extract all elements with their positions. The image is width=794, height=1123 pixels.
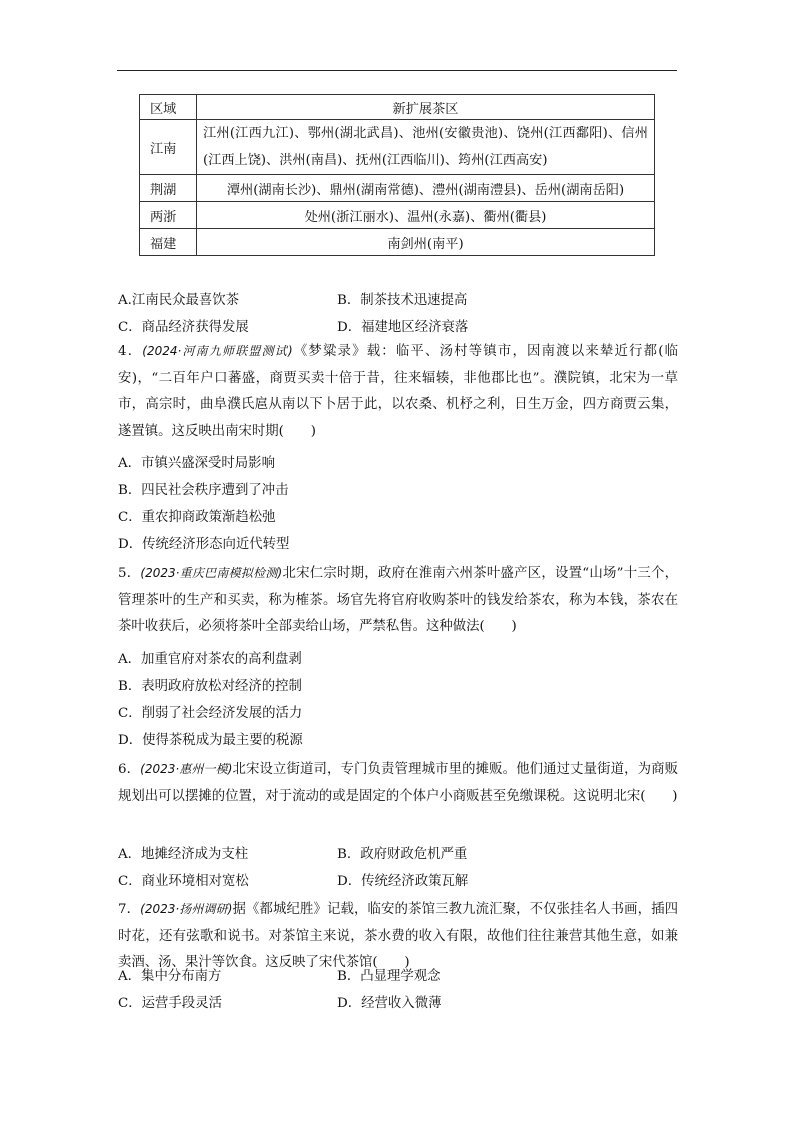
q6-number: 6． (118, 762, 141, 777)
q4-option-d: D．传统经济形态向近代转型 (118, 537, 290, 552)
table-row (140, 120, 655, 175)
q5-option-c: C．削弱了社会经济发展的活力 (118, 706, 303, 721)
tea-region-table (139, 94, 655, 256)
q5-number: 5． (118, 566, 141, 581)
table-cell-region: 福建 (140, 229, 197, 256)
table-cell-region: 江南 (140, 120, 197, 175)
table-cell-region: 两浙 (140, 202, 197, 229)
q5-option-b: B．表明政府放松对经济的控制 (118, 679, 302, 694)
q4-stem (118, 338, 678, 445)
table-cell-content: 南剑州(南平) (197, 229, 655, 256)
q4-source: (2024·河南九师联盟测试) (142, 344, 293, 358)
q6-option-a: A．地摊经济成为支柱 (118, 847, 249, 862)
table-cell-region: 荆湖 (140, 175, 197, 202)
q7-option-a: A．集中分布南方 (118, 969, 222, 984)
q7-option-d: D．经营收入微薄 (337, 996, 442, 1011)
q7-option-c: C．运营手段灵活 (118, 996, 222, 1011)
q4-option-c: C．重农抑商政策渐趋松弛 (118, 510, 276, 525)
q3-option-b: B．制茶技术迅速提高 (337, 293, 468, 308)
q7-source: (2023·扬州调研) (140, 902, 233, 916)
q5-text: 北宋仁宗时期，政府在淮南六州茶叶盛产区，设置“山场”十三个，管理茶叶的生产和买卖，称为榷茶。场官先将官府收购茶叶的钱发给茶农，称为本钱，茶农在茶叶收获后，必须将茶叶全部卖给山场，严禁私售。这种做法( ) (118, 566, 678, 634)
table-header-content: 新扩展茶区 (197, 95, 655, 120)
q4-text: 《梦粱录》载：临平、汤村等镇市，因南渡以来辇近行都(临安)，“二百年户口蕃盛，商贾买卖十倍于昔，往来辐辏，非他郡比也”。濮院镇，北宋为一草市，高宗时，曲阜濮氏扈从南以下卜居于此，以农桑、机杼之利，日生万金，四方商贾云集，遂置镇。这反映出南宋时期( ) (118, 344, 678, 439)
q3-option-a: A.江南民众最喜饮茶 (118, 293, 240, 308)
q4-option-b: B．四民社会秩序遭到了冲击 (118, 483, 289, 498)
table-row (140, 175, 655, 202)
table-header-region: 区域 (140, 95, 197, 120)
q3-option-d: D．福建地区经济衰落 (337, 320, 469, 335)
table-cell-content: 潭州(湖南长沙)、鼎州(湖南常德)、澧州(湖南澧县)、岳州(湖南岳阳) (197, 175, 655, 202)
q6-option-b: B．政府财政危机严重 (337, 847, 468, 862)
q7-option-b: B．凸显理学观念 (337, 969, 441, 984)
q7-text: 据《都城纪胜》记载，临安的茶馆三教九流汇聚，不仅张挂名人书画，插四时花，还有弦歌和说书。对茶馆主来说，茶水费的收入有限，故他们往往兼营其他生意，如兼卖酒、汤、果汁等饮食。这反映了宋代茶馆( ) (118, 902, 678, 970)
table-cell-content: 江州(江西九江)、鄂州(湖北武昌)、池州(安徽贵池)、饶州(江西鄱阳)、信州(江西上饶)、洪州(南昌)、抚州(江西临川)、筠州(江西高安) (197, 120, 655, 175)
q4-number: 4． (118, 344, 143, 359)
table-row (140, 202, 655, 229)
q6-option-c: C．商业环境相对宽松 (118, 874, 249, 889)
q7-number: 7． (118, 902, 141, 917)
header-rule (117, 70, 677, 71)
q4-option-a: A．市镇兴盛深受时局影响 (118, 456, 275, 471)
q3-option-c: C．商品经济获得发展 (118, 320, 249, 335)
q6-source: (2023·惠州一模) (140, 762, 233, 776)
q5-stem (118, 560, 678, 641)
table-header-row (140, 95, 655, 120)
q6-stem (118, 756, 678, 810)
q6-text: 北宋设立街道司，专门负责管理城市里的摊贩。他们通过丈量街道，为商贩规划出可以摆摊的位置，对于流动的或是固定的个体户小商贩甚至免缴课税。这说明北宋( ) (118, 762, 678, 804)
table-row (140, 229, 655, 256)
q5-option-a: A．加重官府对茶农的高利盘剥 (118, 652, 302, 667)
q6-option-d: D．传统经济政策瓦解 (337, 874, 469, 889)
q5-option-d: D．使得茶税成为最主要的税源 (118, 733, 303, 748)
q5-source: (2023·重庆巴南模拟检测) (140, 566, 283, 580)
table-cell-content: 处州(浙江丽水)、温州(永嘉)、衢州(衢县) (197, 202, 655, 229)
